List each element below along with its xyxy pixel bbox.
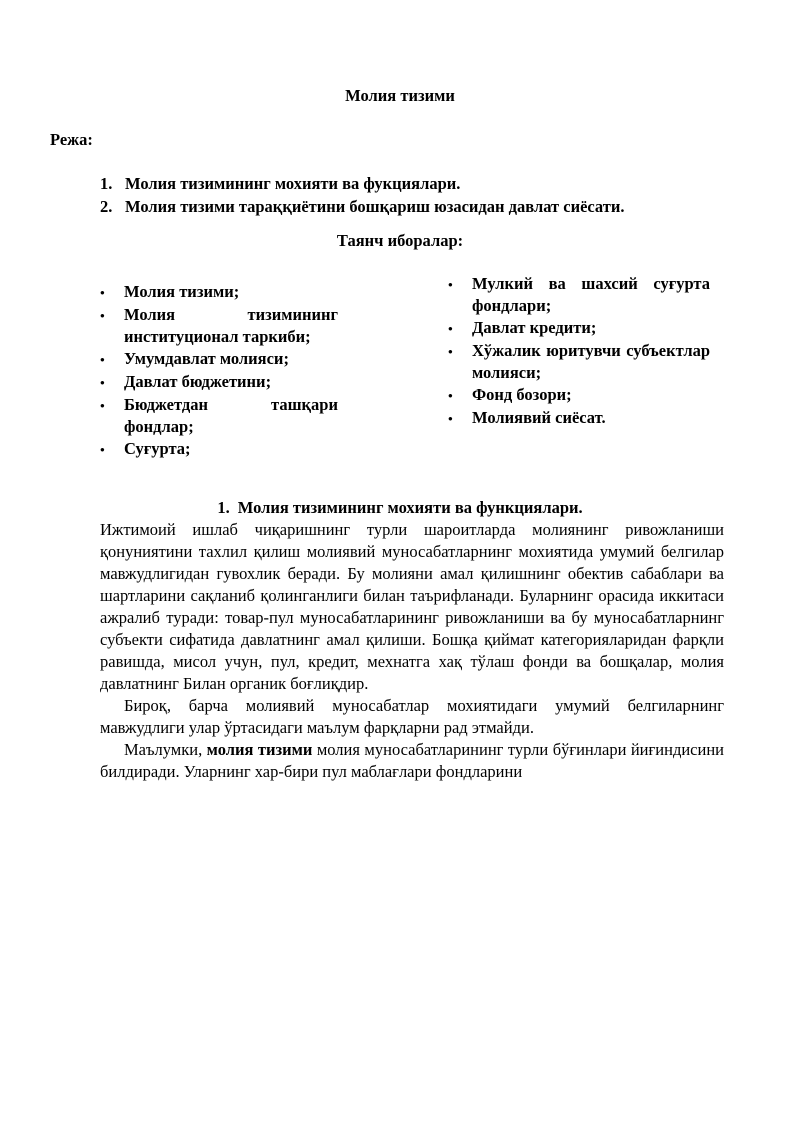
plan-item-number: 2. bbox=[100, 197, 113, 216]
keyword-text: Молия тизими; bbox=[124, 282, 240, 301]
keyword-text: Фонд бозори; bbox=[472, 385, 572, 404]
paragraph: Бироқ, барча молиявий муносабатлар мохиятидаги умумий белгиларнинг мавжудлиги улар ўртасидаги маълум фарқларни рад этмайди. bbox=[100, 696, 724, 737]
body-text bbox=[100, 519, 724, 783]
keyword-text: Умумдавлат молияси; bbox=[124, 349, 289, 368]
keywords-label: Таянч иборалар: bbox=[336, 231, 464, 250]
plan-item-number: 1. bbox=[100, 174, 113, 193]
bullet-icon: • bbox=[448, 411, 453, 426]
keyword-text: Давлат кредити; bbox=[472, 318, 597, 337]
bullet-icon: • bbox=[100, 442, 105, 457]
keyword-item bbox=[448, 407, 710, 430]
keyword-item bbox=[100, 281, 338, 304]
plan-item bbox=[100, 195, 720, 218]
bullet-icon: • bbox=[100, 375, 105, 390]
paragraph-text: молия муносабатларининг турли бўғинлари йиғиндисини билдиради. Уларнинг хар-бири пул маблағлари фондларини bbox=[100, 740, 724, 781]
keyword-item bbox=[100, 438, 338, 461]
keyword-text: Давлат бюджетини; bbox=[124, 372, 272, 391]
keyword-item bbox=[100, 371, 338, 394]
paragraph-text: Маълумки, bbox=[124, 740, 207, 759]
keyword-text: Молиявий сиёсат. bbox=[472, 408, 606, 427]
keywords-right-column bbox=[448, 273, 710, 430]
bullet-icon: • bbox=[100, 352, 105, 367]
document-title: Молия тизими bbox=[345, 86, 455, 105]
bullet-icon: • bbox=[448, 277, 453, 292]
keyword-text: Хўжалик юритувчи субъектлар молияси; bbox=[472, 341, 710, 382]
keyword-item bbox=[100, 304, 338, 348]
keyword-item bbox=[448, 273, 710, 317]
plan-list bbox=[100, 172, 720, 218]
paragraph bbox=[100, 739, 724, 783]
plan-label: Режа: bbox=[50, 130, 93, 149]
keyword-item bbox=[448, 340, 710, 384]
plan-item-text: Молия тизими тараққиётини бошқариш юзасидан давлат сиёсати. bbox=[125, 197, 625, 216]
keyword-item bbox=[448, 317, 710, 340]
term-emphasis: молия тизими bbox=[206, 740, 313, 759]
plan-item-text: Молия тизимининг мохияти ва фукциялари. bbox=[125, 174, 461, 193]
bullet-icon: • bbox=[448, 344, 453, 359]
bullet-icon: • bbox=[448, 321, 453, 336]
bullet-icon: • bbox=[100, 398, 105, 413]
keyword-text: Молия тизимининг институционал таркиби; bbox=[124, 305, 338, 346]
paragraph: Ижтимоий ишлаб чиқаришнинг турли шароитларда молиянинг ривожланиши қонуниятини тахлил қилиш молиявий муносабатларнинг мохиятида умумий белгилар мавжудлигидан гувохлик беради. Бу молияни амал қилишнинг обектив сабаблари ва шартларини сақланиб қолинганлиги билан таърифланади. Буларнинг орасида иккитаси ажралиб туради: товар-пул муносабатларининг ривожланиши ва бу муносабатларнинг субъекти сифатида давлатнинг амал қилиши. Бошқа қиймат категорияларидан фарқли равишда, мисол учун, пул, кредит, мехнатга хақ тўлаш фонди ва бошқалар, молия давлатнинг Билан органик боғлиқдир. bbox=[100, 520, 724, 693]
bullet-icon: • bbox=[448, 388, 453, 403]
section-heading-text: Молия тизимининг мохияти ва функциялари. bbox=[237, 498, 583, 517]
section-heading bbox=[0, 498, 800, 518]
section-number: 1. bbox=[217, 498, 230, 517]
bullet-icon: • bbox=[100, 308, 105, 323]
bullet-icon: • bbox=[100, 285, 105, 300]
keyword-text: Бюджетдан ташқари фондлар; bbox=[124, 395, 338, 436]
keyword-text: Суғурта; bbox=[124, 439, 191, 458]
keyword-text: Мулкий ва шахсий суғурта фондлари; bbox=[472, 274, 710, 315]
keyword-item bbox=[100, 348, 338, 371]
keywords-left-column bbox=[100, 281, 338, 461]
keyword-item bbox=[448, 384, 710, 407]
plan-item bbox=[100, 172, 720, 195]
keyword-item bbox=[100, 394, 338, 438]
